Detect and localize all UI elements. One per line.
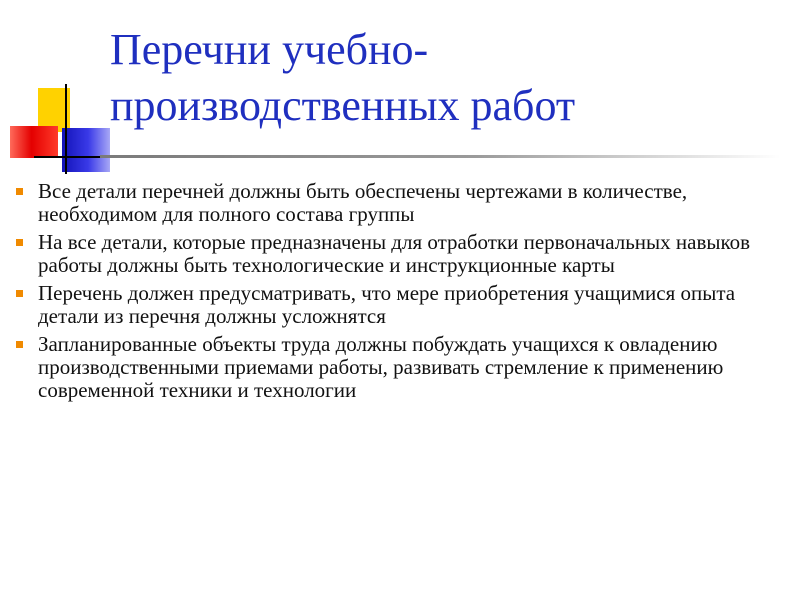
bullet-item — [14, 282, 786, 328]
bullet-item — [14, 333, 786, 402]
bullet-text: Запланированные объекты труда должны побуждать учащихся к овладению производственными приемами работы, развивать стремление к применению современной техники и технологии — [38, 332, 724, 402]
square-bullet-icon — [16, 239, 23, 246]
title-divider — [100, 155, 780, 158]
logo-vertical-line — [65, 84, 67, 174]
bullet-text: Все детали перечней должны быть обеспечены чертежами в количестве, необходимом для полного состава группы — [38, 179, 688, 226]
title-line-1: Перечни учебно- — [110, 25, 429, 74]
square-bullet-icon — [16, 290, 23, 297]
square-bullet-icon — [16, 341, 23, 348]
bullet-item — [14, 231, 786, 277]
red-square — [10, 126, 58, 158]
square-bullet-icon — [16, 188, 23, 195]
title-line-2: производственных работ — [110, 81, 576, 130]
bullet-text: На все детали, которые предназначены для отработки первоначальных навыков работы должны быть технологические и инструкционные карты — [38, 230, 751, 277]
bullet-item — [14, 180, 786, 226]
blue-square — [62, 128, 110, 172]
bullet-list — [14, 180, 786, 407]
slide-title — [110, 22, 770, 134]
bullet-text: Перечень должен предусматривать, что мере приобретения учащимися опыта детали из перечня должны усложнятся — [38, 281, 736, 328]
color-squares-logo-icon — [0, 0, 120, 170]
